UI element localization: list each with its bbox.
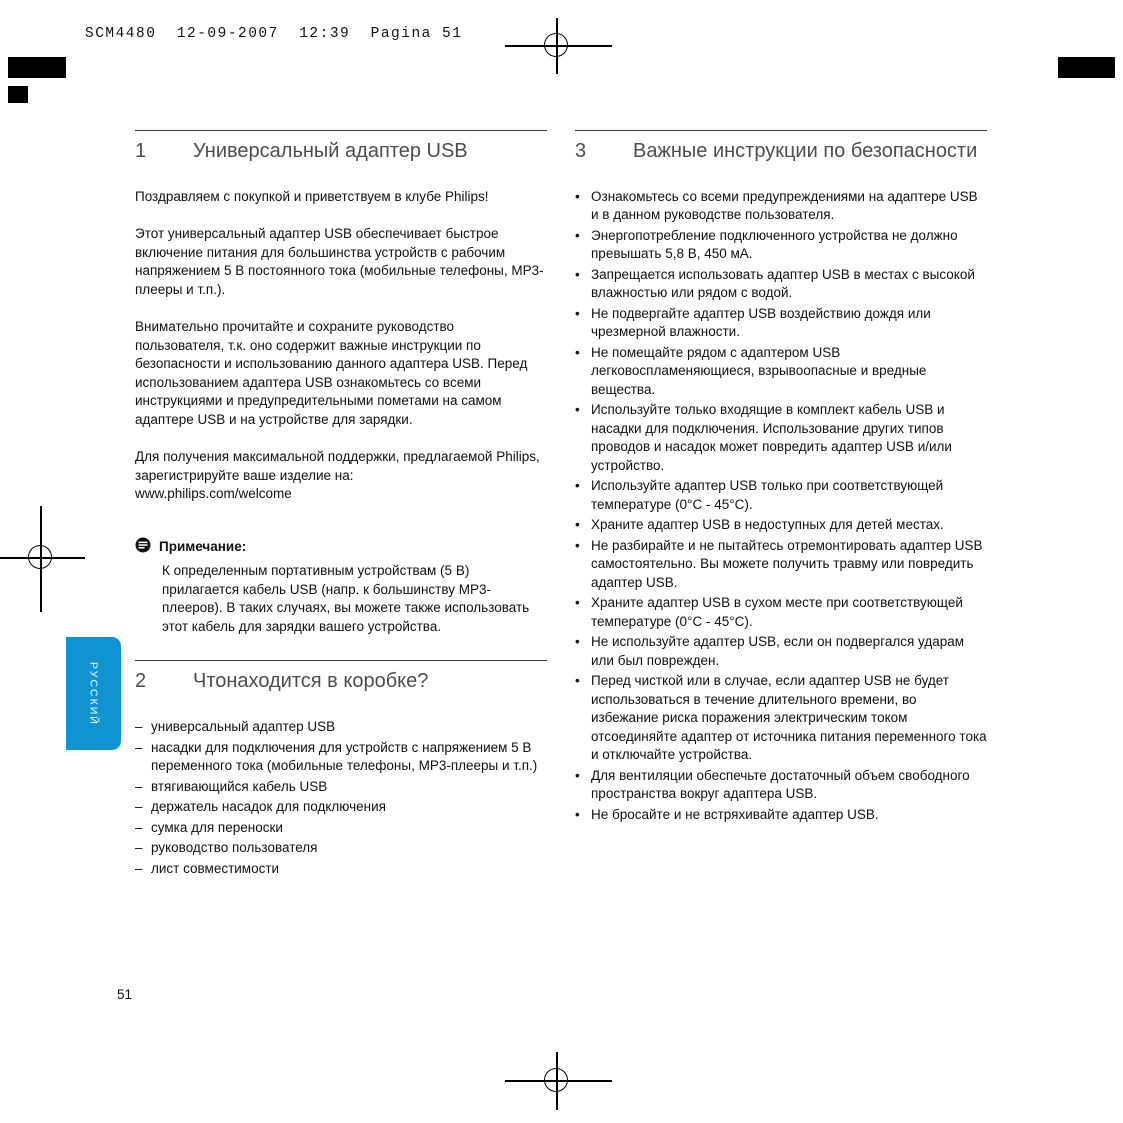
note-block [135,537,547,636]
list-item: • Используйте только входящие в комплект кабель USB и насадки для подключения. Использование других типов проводов и насадок может повредить адаптер USB и/или устройство. [575,401,987,475]
list-item: – лист совместимости [135,860,547,878]
dash-icon: – [135,739,143,755]
section-1-title: Универсальный адаптер USB [193,140,468,162]
page-number: 51 [117,987,133,1002]
dash-icon: – [135,819,143,835]
section-3-number: 3 [575,140,587,162]
dash-icon: – [135,799,143,815]
section-2-number: 2 [135,670,147,693]
section-3-title: Важные инструкции по безопасности [633,140,978,162]
note-body: К определенным портативным устройствам (5 В) прилагается кабель USB (напр. к большинству MP3-плееров). В таких случаях, вы можете также использовать этот кабель для зарядки вашего устройства. [162,563,530,634]
note-header [135,537,547,558]
note-title: Примечание: [159,539,247,555]
bullet-icon: • [575,478,580,494]
bullet-icon: • [575,344,580,360]
list-item: • Храните адаптер USB в сухом месте при соответствующей температуре (0°C - 45°C). [575,594,987,631]
printer-slug: SCM4480 12-09-2007 12:39 Pagina 51 [85,26,463,42]
bullet-icon: • [575,767,580,783]
registration-text: Для получения максимальной поддержки, предлагаемой Philips, зарегистрируйте ваше изделие на: [135,449,540,483]
website-url: www.philips.com/welcome [135,486,292,502]
section-2-title: Чтонаходится в коробке? [193,670,429,693]
paragraph: Этот универсальный адаптер USB обеспечивает быстрое включение питания для большинства устройств с рабочим напряжением 5 В постоянного тока (мобильные телефоны, MP3-плееры и т.п.). [135,226,544,297]
dash-icon: – [135,860,143,876]
paragraph: Поздравляем с покупкой и приветствуем в клубе Philips! [135,189,489,204]
list-item: – насадки для подключения для устройств с напряжением 5 В переменного тока (мобильные телефоны, MP3-плееры и т.п.) [135,739,547,776]
right-column [575,130,987,826]
crop-mark-top-left-2 [8,86,28,103]
list-item: • Не бросайте и не встряхивайте адаптер USB. [575,806,987,824]
bullet-icon: • [575,305,580,321]
list-item: • Используйте адаптер USB только при соответствующей температуре (0°C - 45°C). [575,477,987,514]
list-item: • Энергопотребление подключенного устройства не должно превышать 5,8 В, 450 мА. [575,227,987,264]
crop-mark-top-left [8,57,66,78]
section-3-heading [575,138,987,164]
bullet-icon: • [575,595,580,611]
section-2-heading [135,668,547,694]
section-1-number: 1 [135,140,147,162]
section-1-heading [135,138,547,164]
list-item: – универсальный адаптер USB [135,718,547,736]
list-item: – держатель насадок для подключения [135,798,547,816]
bullet-icon: • [575,402,580,418]
box-contents-list [135,718,547,878]
list-item: – руководство пользователя [135,839,547,857]
list-item: • Для вентиляции обеспечьте достаточный объем свободного пространства вокруг адаптера USB. [575,767,987,804]
crop-mark-top-right [1058,57,1115,78]
section-1-rule [135,130,547,131]
dash-icon: – [135,840,143,856]
paragraph [135,448,547,503]
list-item: • Не подвергайте адаптер USB воздействию дождя или чрезмерной влажности. [575,305,987,342]
safety-instructions-list [575,188,987,824]
bullet-icon: • [575,634,580,650]
section-3-rule [575,130,987,131]
dash-icon: – [135,719,143,735]
list-item: • Запрещается использовать адаптер USB в местах с высокой влажностью или рядом с водой. [575,266,987,303]
list-item: • Не помещайте рядом с адаптером USB легковоспламеняющиеся, взрывоопасные и вредные вещества. [575,344,987,399]
list-item: • Храните адаптер USB в недоступных для детей местах. [575,516,987,534]
section-2 [135,660,547,878]
list-item: • Не разбирайте и не пытайтесь отремонтировать адаптер USB самостоятельно. Вы можете получить травму или повредить адаптер USB. [575,537,987,592]
list-item: • Перед чисткой или в случае, если адаптер USB не будет использоваться в течение длительного времени, во избежание риска поражения электрическим током отсоединяйте адаптер от источника питания переменного тока и отключайте устройства. [575,672,987,764]
section-1-body [135,188,547,504]
note-icon [135,537,151,558]
bullet-icon: • [575,537,580,553]
bullet-icon: • [575,806,580,822]
list-item: – сумка для переноски [135,819,547,837]
language-tab [66,637,121,750]
section-2-rule [135,660,547,661]
left-column [135,130,547,880]
dash-icon: – [135,778,143,794]
list-item: • Ознакомьтесь со всеми предупреждениями на адаптере USB и в данном руководстве пользователя. [575,188,987,225]
language-tab-label: РУССКИЙ [87,661,100,726]
bullet-icon: • [575,227,580,243]
list-item: • Не используйте адаптер USB, если он подвергался ударам или был поврежден. [575,633,987,670]
paragraph: Внимательно прочитайте и сохраните руководство пользователя, т.к. оно содержит важные инструкции по безопасности и использованию данного адаптера USB. Перед использованием адаптера USB ознакомьтесь со всеми инструкциями и предупредительными пометами на самом адаптере USB и на устройстве для зарядки. [135,319,528,427]
bullet-icon: • [575,266,580,282]
list-item: – втягивающийся кабель USB [135,778,547,796]
bullet-icon: • [575,673,580,689]
bullet-icon: • [575,517,580,533]
bullet-icon: • [575,189,580,204]
